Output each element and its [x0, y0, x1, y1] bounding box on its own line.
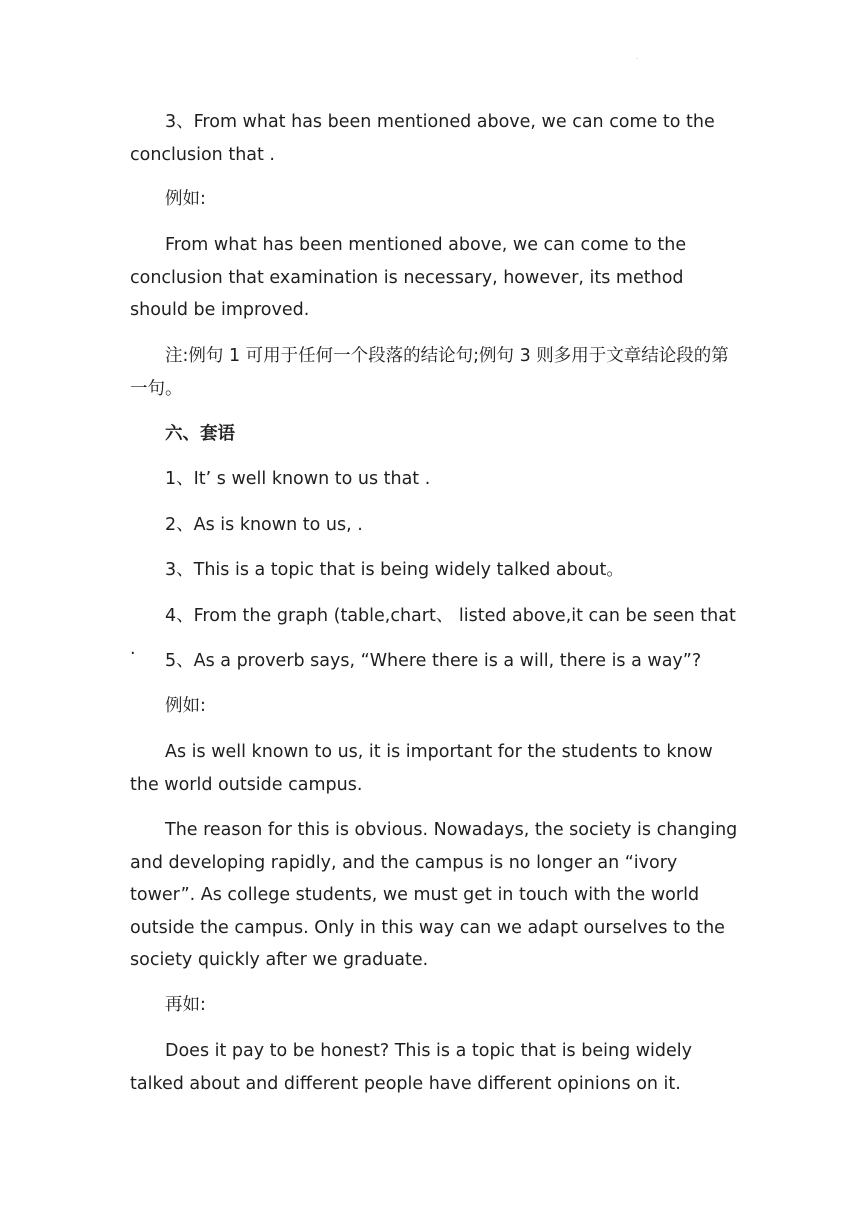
- example-label-2: 例如:: [165, 696, 206, 716]
- set-phrase-5: 5、As a proverb says, “Where there is a will, there is a way”?: [165, 651, 702, 671]
- example-label: 例如:: [165, 189, 206, 209]
- section-heading: 六、套语: [165, 424, 235, 444]
- example-paragraph-3: The reason for this is obvious. Nowadays, the society is changing and developing rapidly, and the campus is no longer an “ivory tower”. As college students, we must get in touch with the world outside the campus. Only in this way can we adapt ourselves to the society quickly after we graduate.: [130, 820, 738, 971]
- set-phrase-1: 1、It’ s well known to us that .: [165, 469, 431, 489]
- example-paragraph-2: As is well known to us, it is important for the students to know the world outside campus.: [130, 742, 713, 795]
- example-label-3: 再如:: [165, 995, 206, 1015]
- set-phrase-2: 2、As is known to us, .: [165, 515, 363, 535]
- note-paragraph: 注:例句 1 可用于任何一个段落的结论句;例句 3 则多用于文章结论段的第一句。: [130, 346, 729, 399]
- example-paragraph: From what has been mentioned above, we can come to the conclusion that examination is necessary, however, its method should be improved.: [130, 235, 687, 321]
- example-paragraph-4: Does it pay to be honest? This is a topic that is being widely talked about and different people have different opinions on it.: [130, 1041, 693, 1094]
- set-phrase-3: 3、This is a topic that is being widely talked about。: [165, 560, 624, 580]
- set-phrase-4: 4、From the graph (table,chart、 listed above,it can be seen that .: [130, 606, 736, 659]
- conclusion-phrase-3: 3、From what has been mentioned above, we can come to the conclusion that .: [130, 112, 715, 165]
- page-mark: ·: [636, 56, 638, 63]
